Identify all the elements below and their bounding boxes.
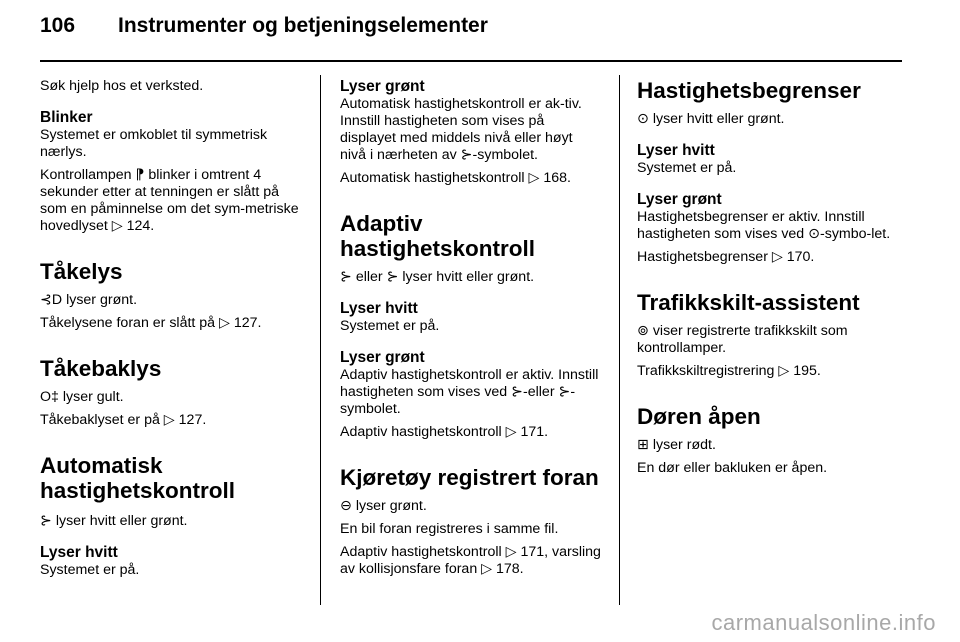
- begrenser-gront-text: Hastighetsbegrenser er aktiv. Innstill hastigheten som vises ved ⊙-symbo-let.: [637, 209, 891, 242]
- gront-text-1: Automatisk hastighetskontroll er ak-tiv. Innstill hastigheten som vises på displayet med middels nivå eller høyt nivå i nærheten av ⊱-symbolet.: [340, 96, 582, 163]
- trafikk-text-1: ⊚ viser registrerte trafikkskilt som kontrollamper.: [637, 323, 848, 356]
- page-header: [40, 14, 488, 50]
- auto-hvitt-heading: Lyser hvitt: [40, 544, 118, 561]
- begrenser-hvitt-heading: Lyser hvitt: [637, 142, 715, 159]
- column-1: [40, 78, 302, 585]
- adaptiv-gront-heading: Lyser grønt: [340, 349, 425, 366]
- adaptiv-hvitt-text: Systemet er på.: [340, 318, 440, 334]
- begrenser-heading: Hastighetsbegrenser: [637, 78, 861, 103]
- watermark: carmanualsonline.info: [711, 610, 936, 635]
- column-2: [340, 78, 602, 584]
- auto-text-1: ⊱ lyser hvitt eller grønt.: [40, 513, 188, 529]
- blinker-heading: Blinker: [40, 109, 93, 126]
- gront-text-2: Automatisk hastighetskontroll ▷ 168.: [340, 170, 571, 186]
- taakelys-heading: Tåkelys: [40, 259, 123, 284]
- header-rule: [40, 60, 902, 62]
- begrenser-ref: Hastighetsbegrenser ▷ 170.: [637, 249, 815, 265]
- auto-hvitt-text: Systemet er på.: [40, 562, 140, 578]
- adaptiv-ref: Adaptiv hastighetskontroll ▷ 171.: [340, 424, 549, 440]
- blinker-text-2: Kontrollampen ⁋ blinker i omtrent 4 sekunder etter at tenningen er slått på som en påminnelse om det sym-metriske hovedlyset ▷ 124.: [40, 167, 299, 234]
- kjoretoy-text-3: Adaptiv hastighetskontroll ▷ 171, varsling av kollisjonsfare foran ▷ 178.: [340, 544, 601, 577]
- begrenser-hvitt-text: Systemet er på.: [637, 160, 737, 176]
- doren-heading: Døren åpen: [637, 404, 761, 429]
- kjoretoy-heading: Kjøretøy registrert foran: [340, 465, 599, 490]
- blinker-text-1: Systemet er omkoblet til symmetrisk nærlys.: [40, 127, 268, 160]
- begrenser-gront-heading: Lyser grønt: [637, 191, 722, 208]
- page-title: Instrumenter og betjeningselementer: [118, 14, 488, 37]
- doren-text-1: ⊞ lyser rødt.: [637, 437, 716, 453]
- column-divider-1: [320, 75, 321, 605]
- adaptiv-text-1: ⊱ eller ⊱ lyser hvitt eller grønt.: [340, 269, 535, 285]
- doren-text-2: En dør eller bakluken er åpen.: [637, 460, 828, 476]
- intro-text: Søk hjelp hos et verksted.: [40, 78, 204, 94]
- trafikk-text-2: Trafikkskiltregistrering ▷ 195.: [637, 363, 821, 379]
- adaptiv-heading: Adaptiv hastighetskontroll: [340, 211, 536, 261]
- column-divider-2: [619, 75, 620, 605]
- gront-heading: Lyser grønt: [340, 78, 425, 95]
- auto-heading-line-2: hastighetskontroll: [40, 478, 236, 503]
- begrenser-text-1: ⊙ lyser hvitt eller grønt.: [637, 111, 785, 127]
- adaptiv-gront-text: Adaptiv hastighetskontroll er aktiv. Innstill hastigheten som vises ved ⊱-eller ⊱-symbolet.: [340, 367, 599, 417]
- taakelys-text-1: ⊰D lyser grønt.: [40, 292, 138, 308]
- kjoretoy-text-1: ⊖ lyser grønt.: [340, 498, 427, 514]
- auto-heading-line-1: Automatisk: [40, 453, 163, 478]
- taakebaklys-text-1: O‡ lyser gult.: [40, 389, 124, 405]
- adaptiv-hvitt-heading: Lyser hvitt: [340, 300, 418, 317]
- page-number: 106: [40, 14, 76, 37]
- taakebaklys-text-2: Tåkebaklyset er på ▷ 127.: [40, 412, 207, 428]
- kjoretoy-text-2: En bil foran registreres i samme fil.: [340, 521, 559, 537]
- column-3: [637, 78, 899, 483]
- trafikk-heading: Trafikkskilt-assistent: [637, 290, 860, 315]
- auto-heading: [40, 453, 302, 503]
- taakebaklys-heading: Tåkebaklys: [40, 356, 162, 381]
- taakelys-text-2: Tåkelysene foran er slått på ▷ 127.: [40, 315, 262, 331]
